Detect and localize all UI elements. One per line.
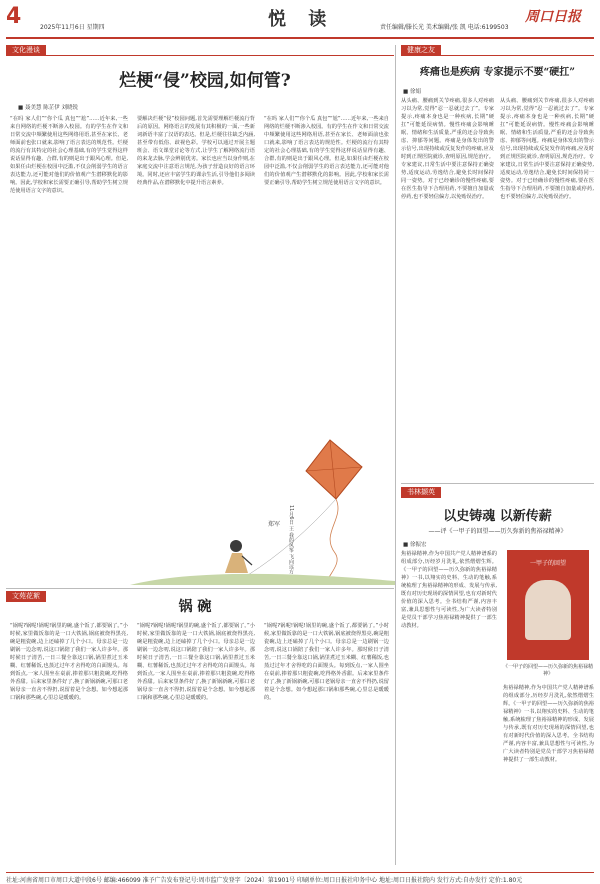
essay-body-col3: “锅呢?锅呢!锅呢!锅里的碗,盛个饭了,都要锅了。”小时候,家里做饭靠的是一口大铁锅,锅底被烧得黑亮,碗是粗瓷碗,边上还磕掉了几个小口。母亲总是一边刷锅一边念叨,说这口锅陪了我们一家人许多年。那时候日子清苦,一日三餐全靠这口锅,锅里煮过玉米糊、红薯稀饭,也蒸过过年才舍得吃的白面馒头。每到饭点,一家人围坐在桌前,捧着那只粗瓷碗,吃得格外香甜。后来家里条件好了,换了新锅新碗,可那口老锅母亲一直舍不得扔,说留着是个念想。如今想起那口锅和那些碗,心里总是暖暖的。: [264, 623, 389, 701]
page-number: 4: [6, 4, 22, 29]
subheadline-book: ——评《一甲子的回望——历久弥新的焦裕禄精神》: [428, 528, 567, 535]
book-cover-title: 一甲子的回望: [529, 560, 566, 567]
headline-pot-bowl: 锅 碗: [178, 599, 212, 615]
tab-rule-right: [401, 55, 594, 56]
section-divider: [6, 588, 394, 589]
kite-caption: 11月6日 王 我的风筝 飞向远方: [288, 505, 294, 575]
book-cover-image: [507, 550, 589, 660]
tab-garden: 文苑花絮: [6, 591, 46, 602]
tab-health: 健康之友: [401, 45, 441, 56]
tab-rule: [6, 55, 394, 56]
column-divider: [395, 45, 396, 865]
book-caption: 《一甲子的回望——历久弥新的焦裕禄精神》: [503, 664, 594, 677]
byline-left: ■ 聂美慧 陈芷伊 刘晓锐: [18, 105, 78, 111]
health-body-col1: 从头痛、腰痛到关节疼痛,很多人对疼痛习以为常,觉得“忍一忍就过去了”。专家提示,疼痛本身也是一种疾病,长期“硬扛”可能延误病情。慢性疼痛会影响睡眠、情绪和生活质量,严重的还会导致焦虑、抑郁等问题。疼痛是身体发出的警示信号,出现持续或反复发作的疼痛,应及时到正规医院就诊,查明原因,规范治疗。专家建议,日常生活中要注意保持正确姿势,适度运动,劳逸结合,避免长时间保持同一姿势。对于已经确诊的慢性疼痛,要在医生指导下合理用药,不要擅自加量或停药,也不要轻信偏方,以免贻误治疗。: [401, 98, 494, 200]
byline-book: ■ 徐振宏: [403, 542, 427, 548]
headline-health: 疼痛也是疾病 专家提示不要“硬扛”: [420, 67, 575, 78]
byline-health: ■ 徐娟: [403, 89, 421, 95]
artist-signature: 郑军: [268, 521, 281, 528]
page-footer: 社址:河南省周口市周口大道中段6号 邮编:466099 准予广告发布登记号:周市监广发登字〔2024〕第1901号 印刷单位:周口日报社印务中心 地址:周口日报社院内 发行方式:自办发行 定价:1.80元: [6, 872, 594, 884]
book-body-col2: 焦裕禄精神,作为中国共产党人精神谱系的组成部分,历经岁月洗礼,依然熠熠生辉。《一甲子的回望——历久弥新的焦裕禄精神》一书,以翔实的史料、生动的笔触,系统梳理了焦裕禄精神的形成、发展与传承,既有对历史现场的深情回望,也有对新时代价值的深入思考。全书结构严谨,内容丰富,兼具思想性与可读性,为广大读者特别是党员干部学习焦裕禄精神提供了一部生动教材。: [503, 685, 594, 763]
kite-icon: [306, 440, 362, 583]
article-body-col3: “在吗 家人们”“你个瓜 真包”“尬”……近年来,一些来自网络的烂梗不断渗入校园。有的学生在作文和日常交流中频繁使用这些网络用语,甚至在家长、老师面前也张口就来,影响了语言表达的规范性。烂梗的流行有其特定的社会心理基础,有的学生觉得这样说话显得有趣、合群,有的则是出于跟风心理。但是,如果任由烂梗在校园中泛滥,不仅会削弱学生的语言表达能力,还可能对他们的价值观产生潜移默化的影响。因此,学校和家长需要正确引导,帮助学生树立规范使用语言文字的意识。: [264, 116, 389, 186]
section-divider-right: [401, 483, 594, 484]
article-body-col1: “在吗 家人们”“你个瓜 真包”“尬”……近年来,一些来自网络的烂梗不断渗入校园。有的学生在作文和日常交流中频繁使用这些网络用语,甚至在家长、老师面前也张口就来,影响了语言表达的规范性。烂梗的流行有其特定的社会心理基础,有的学生觉得这样说话显得有趣、合群,有的则是出于跟风心理。但是,如果任由烂梗在校园中泛滥,不仅会削弱学生的语言表达能力,还可能对他们的价值观产生潜移默化的影响。因此,学校和家长需要正确引导,帮助学生树立规范使用语言文字的意识。: [10, 116, 128, 194]
section-title: 悦 读: [268, 9, 335, 30]
headline-left: 烂梗“侵”校园,如何管?: [119, 71, 291, 91]
portrait-icon: [525, 580, 571, 640]
essay-body-col1: “锅呢?锅呢!锅呢!锅里的碗,盛个饭了,都要锅了。”小时候,家里做饭靠的是一口大铁锅,锅底被烧得黑亮,碗是粗瓷碗,边上还磕掉了几个小口。母亲总是一边刷锅一边念叨,说这口锅陪了我们一家人许多年。那时候日子清苦,一日三餐全靠这口锅,锅里煮过玉米糊、红薯稀饭,也蒸过过年才舍得吃的白面馒头。每到饭点,一家人围坐在桌前,捧着那只粗瓷碗,吃得格外香甜。后来家里条件好了,换了新锅新碗,可那口老锅母亲一直舍不得扔,说留着是个念想。如今想起那口锅和那些碗,心里总是暖暖的。: [10, 623, 128, 701]
kite-illustration: [130, 435, 395, 585]
health-body-col2: 从头痛、腰痛到关节疼痛,很多人对疼痛习以为常,觉得“忍一忍就过去了”。专家提示,疼痛本身也是一种疾病,长期“硬扛”可能延误病情。慢性疼痛会影响睡眠、情绪和生活质量,严重的还会导致焦虑、抑郁等问题。疼痛是身体发出的警示信号,出现持续或反复发作的疼痛,应及时到正规医院就诊,查明原因,规范治疗。专家建议,日常生活中要注意保持正确姿势,适度运动,劳逸结合,避免长时间保持同一姿势。对于已经确诊的慢性疼痛,要在医生指导下合理用药,不要擅自加量或停药,也不要轻信偏方,以免贻误治疗。: [500, 98, 594, 200]
book-body-col1: 焦裕禄精神,作为中国共产党人精神谱系的组成部分,历经岁月洗礼,依然熠熠生辉。《一甲子的回望——历久弥新的焦裕禄精神》一书,以翔实的史料、生动的笔触,系统梳理了焦裕禄精神的形成、发展与传承,既有对历史现场的深情回望,也有对新时代价值的深入思考。全书结构严谨,内容丰富,兼具思想性与可读性,为广大读者特别是党员干部学习焦裕禄精神提供了一部生动教材。: [401, 551, 497, 629]
tab-books: 书林撷英: [401, 487, 441, 498]
article-body-col2: 要解决烂梗“侵”校园问题,首先需要理解烂梗流行背后的原因。网络语言的发展有其积极的一面,一些新词新语丰富了汉语的表达。但是,烂梗往往缺乏内涵,甚至带有低俗、歧视色彩。学校可以通过开展主题班会、语文课堂讨论等方式,让学生了解网络流行语的来龙去脉,学会辨别优劣。家长也应当以身作则,在家庭交流中注意语言规范,为孩子营造良好的语言环境。同时,还应丰富学生的课余生活,引导他们多阅读经典作品,在潜移默化中提升语言素养。: [137, 116, 255, 186]
page-header: [0, 0, 600, 38]
editor-line: 责任编辑/滕长光 美术编辑/张 凯 电话:6199503: [380, 24, 509, 31]
essay-body-col2: “锅呢?锅呢!锅呢!锅里的碗,盛个饭了,都要锅了。”小时候,家里做饭靠的是一口大铁锅,锅底被烧得黑亮,碗是粗瓷碗,边上还磕掉了几个小口。母亲总是一边刷锅一边念叨,说这口锅陪了我们一家人许多年。那时候日子清苦,一日三餐全靠这口锅,锅里煮过玉米糊、红薯稀饭,也蒸过过年才舍得吃的白面馒头。每到饭点,一家人围坐在桌前,捧着那只粗瓷碗,吃得格外香甜。后来家里条件好了,换了新锅新碗,可那口老锅母亲一直舍不得扔,说留着是个念想。如今想起那口锅和那些碗,心里总是暖暖的。: [137, 623, 255, 701]
newspaper-logo: 周口日报: [525, 9, 581, 25]
tab-culture: 文化漫谈: [6, 45, 46, 56]
header-rule: [6, 37, 594, 39]
headline-book: 以史铸魂 以新传薪: [443, 509, 552, 524]
issue-date: 2025年11月6日 星期四: [40, 24, 105, 31]
